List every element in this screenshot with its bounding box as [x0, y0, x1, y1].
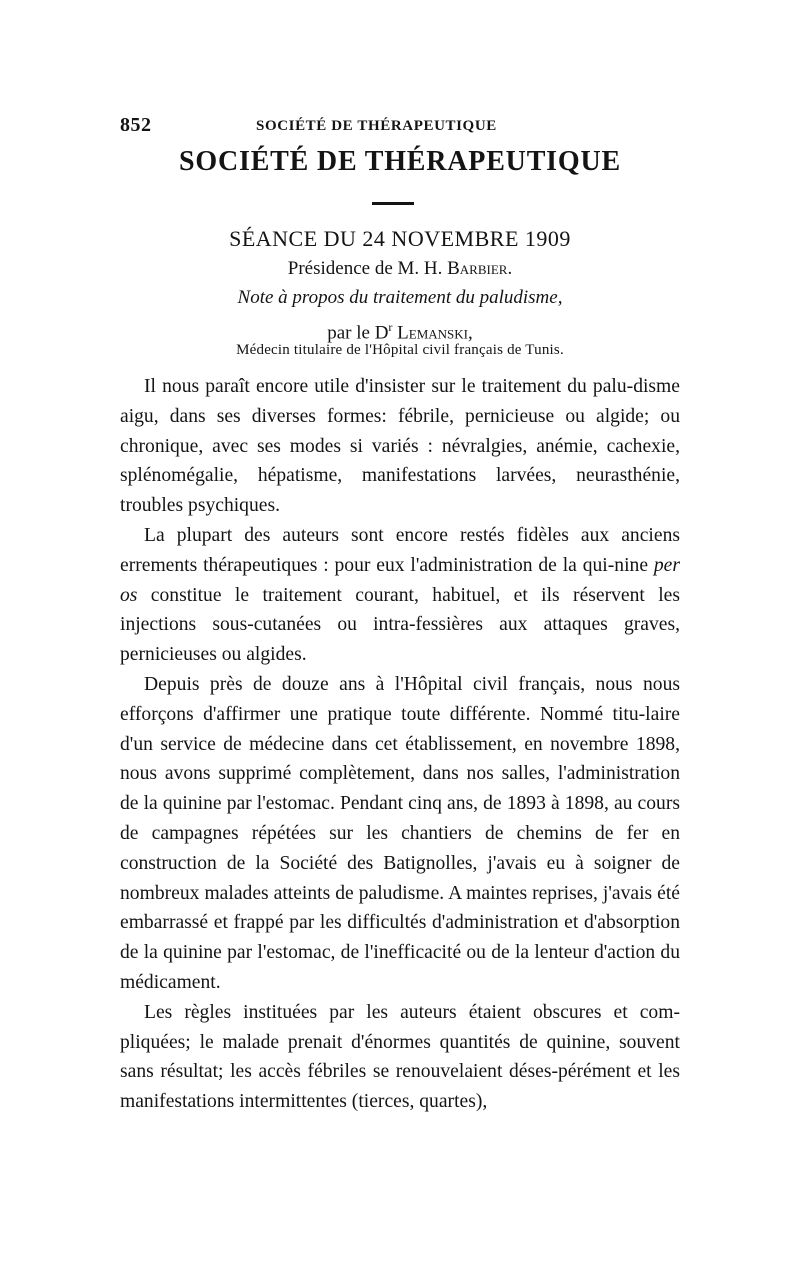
presidence-line — [0, 258, 800, 280]
author-name: Lemanski, — [397, 322, 473, 344]
author-sup: r — [388, 320, 393, 334]
paragraph-2 — [120, 521, 680, 670]
article-body — [120, 372, 680, 1117]
paragraph-1: Il nous paraît encore utile d'insister sur le traitement du palu-disme aigu, dans ses diverses formes: fébrile, pernicieuse ou algide; ou chronique, avec ses modes si variés : névralgies, anémie, cachexie, splénomégalie, hépatisme, manifestations larvées, neurasthénie, troubles psychiques. — [120, 376, 680, 517]
president-name: Barbier. — [447, 258, 513, 279]
paragraph-2-start: La plupart des auteurs sont encore restés fidèles aux anciens errements thérapeutiques : pour eux l'administration de la qui-nine — [120, 524, 680, 576]
paragraph-2-italic: per os — [120, 554, 680, 606]
note-title: Note à propos du traitement du paludisme, — [237, 287, 563, 308]
author-line — [0, 320, 800, 344]
section-title: SOCIÉTÉ DE THÉRAPEUTIQUE — [179, 146, 621, 177]
author-prefix: par le D — [327, 322, 389, 344]
paragraph-2-end: constitue le traitement courant, habituel, et ils réservent les injections sous-cutanées ou intra-fessières aux attaques graves, pernicieuses ou algides. — [120, 584, 680, 666]
paragraph-4: Les règles instituées par les auteurs étaient obscures et com-pliquées; le malade prenait d'énormes quantités de quinine, souvent sans résultat; les accès fébriles se renouvelaient déses-pérément et les manifestations intermittentes (tierces, quartes), — [120, 1001, 680, 1113]
running-title: SOCIÉTÉ DE THÉRAPEUTIQUE — [256, 118, 497, 134]
presidence-prefix: Présidence de M. H. — [287, 258, 448, 279]
author-affiliation: Médecin titulaire de l'Hôpital civil français de Tunis. — [236, 342, 564, 358]
session-heading: SÉANCE DU 24 NOVEMBRE 1909 — [229, 226, 571, 251]
running-header — [120, 114, 680, 140]
paragraph-3: Depuis près de douze ans à l'Hôpital civil français, nous nous efforçons d'affirmer une pratique toute différente. Nommé titu-laire d'un service de médecine dans cet établissement, en novembre 1898, nous avons supprimé complètement, dans nos salles, l'administration de la quinine par l'estomac. Pendant cinq ans, de 1893 à 1898, au cours de campagnes répétées sur les chantiers de chemins de fer en construction de la Société des Batignolles, j'avais eu à soigner de nombreux malades atteints de paludisme. A maintes reprises, j'avais été embarrassé et frappé par les difficultés d'administration et d'absorption de la quinine par l'estomac, de l'inefficacité ou de la lenteur d'action du médicament. — [120, 673, 680, 993]
title-rule — [372, 202, 414, 205]
page-number: 852 — [120, 114, 152, 136]
